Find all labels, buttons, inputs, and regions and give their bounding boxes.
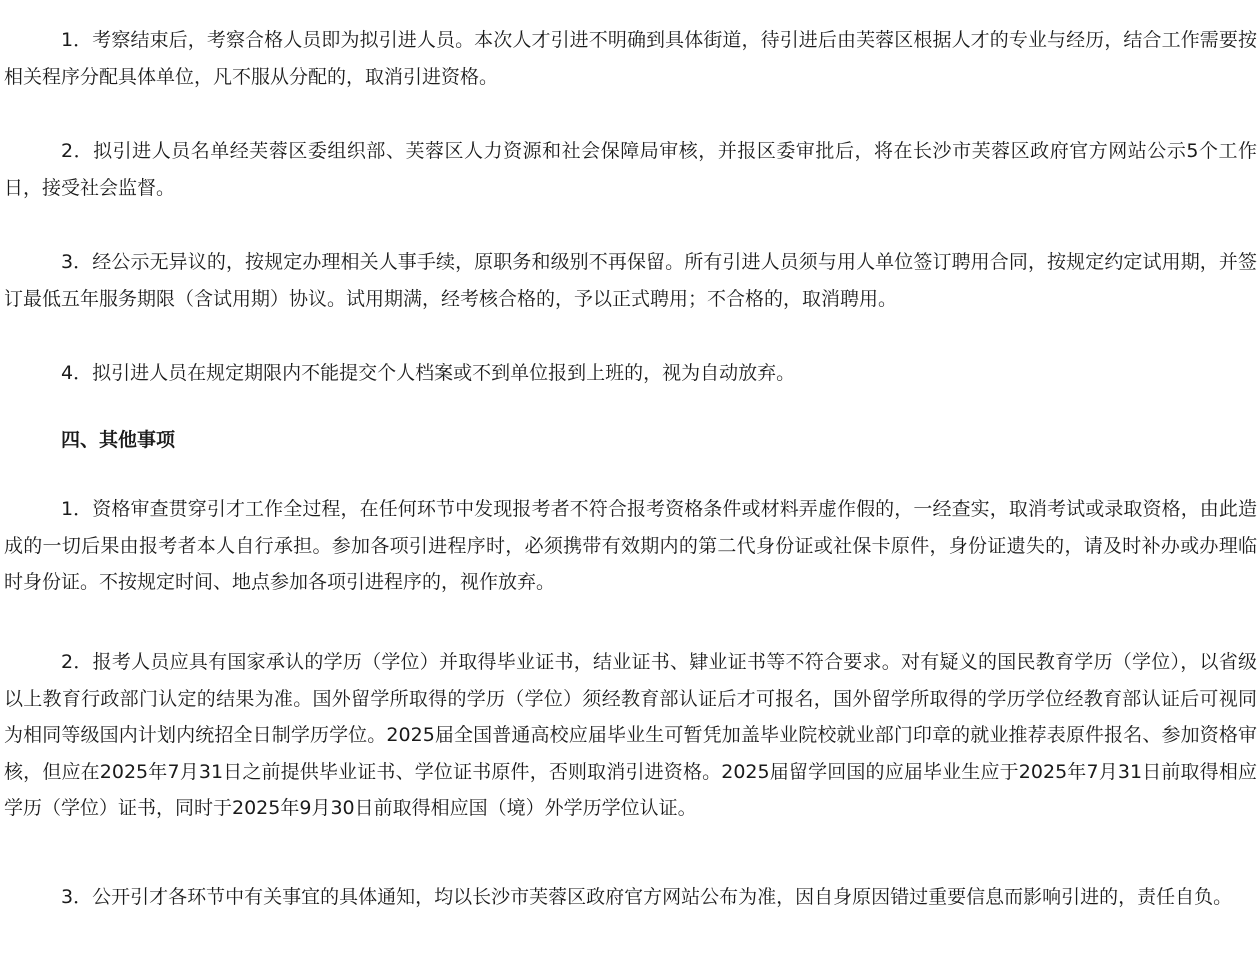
- paragraph-item-3: 3．经公示无异议的，按规定办理相关人事手续，原职务和级别不再保留。所有引进人员须与用人单位签订聘用合同，按规定约定试用期，并签订最低五年服务期限（含试用期）协议。试用期满，经考核合格的，予以正式聘用；不合格的，取消聘用。: [4, 251, 1257, 310]
- paragraph-item-4: 4．拟引进人员在规定期限内不能提交个人档案或不到单位报到上班的，视为自动放弃。: [61, 362, 796, 384]
- paragraph-item-1: 1．考察结束后，考察合格人员即为拟引进人员。本次人才引进不明确到具体街道，待引进后由芙蓉区根据人才的专业与经历，结合工作需要按相关程序分配具体单位，凡不服从分配的，取消引进资格。: [4, 29, 1257, 88]
- paragraph-other-1: 1．资格审查贯穿引才工作全过程，在任何环节中发现报考者不符合报考资格条件或材料弄虚作假的，一经查实，取消考试或录取资格，由此造成的一切后果由报考者本人自行承担。参加各项引进程序时，必须携带有效期内的第二代身份证或社保卡原件，身份证遗失的，请及时补办或办理临时身份证。不按规定时间、地点参加各项引进程序的，视作放弃。: [4, 498, 1257, 593]
- paragraph-other-3: 3．公开引才各环节中有关事宜的具体通知，均以长沙市芙蓉区政府官方网站公布为准，因自身原因错过重要信息而影响引进的，责任自负。: [61, 886, 1233, 908]
- section-heading-other-matters: 四、其他事项: [61, 429, 176, 451]
- paragraph-other-2: 2．报考人员应具有国家承认的学历（学位）并取得毕业证书，结业证书、肄业证书等不符合要求。对有疑义的国民教育学历（学位），以省级以上教育行政部门认定的结果为准。国外留学所取得的学历（学位）须经教育部认证后才可报名，国外留学所取得的学历学位经教育部认证后可视同为相同等级国内计划内统招全日制学历学位。2025届全国普通高校应届毕业生可暂凭加盖毕业院校就业部门印章的就业推荐表原件报名、参加资格审核，但应在2025年7月31日之前提供毕业证书、学位证书原件，否则取消引进资格。2025届留学回国的应届毕业生应于2025年7月31日前取得相应学历（学位）证书，同时于2025年9月30日前取得相应国（境）外学历学位认证。: [4, 651, 1257, 819]
- paragraph-item-2: 2．拟引进人员名单经芙蓉区委组织部、芙蓉区人力资源和社会保障局审核，并报区委审批后，将在长沙市芙蓉区政府官方网站公示5个工作日，接受社会监督。: [4, 140, 1257, 199]
